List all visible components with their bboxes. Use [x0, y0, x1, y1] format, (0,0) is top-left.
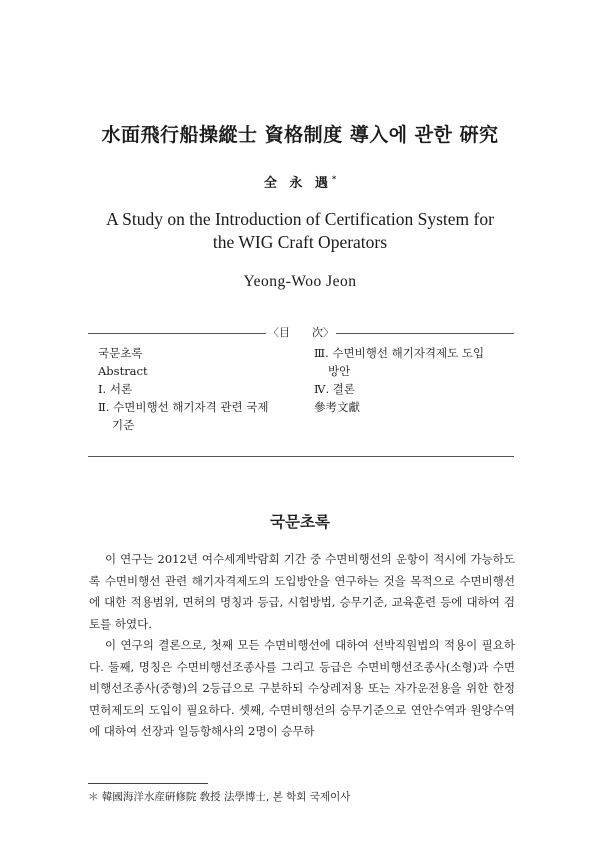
paper-title-korean: 水面飛行船操縱士 資格制度 導入에 관한 硏究 [101, 124, 499, 146]
title-english-line-2: the WIG Craft Operators [212, 232, 388, 252]
section-heading-abstract: 국문초록 [270, 512, 330, 531]
title-english-line-1: A Study on the Introduction of Certification System for [106, 209, 494, 229]
toc-item-international-standards-cont: 기준 [112, 418, 135, 432]
author-name-english: Yeong-Woo Jeon [243, 273, 357, 290]
toc-item-introduction-plan: Ⅲ. 수면비행선 해기자격제도 도입 [314, 346, 485, 360]
toc-item-introduction: Ⅰ. 서론 [98, 382, 133, 396]
toc-item-introduction-plan-cont: 방안 [328, 364, 351, 378]
abstract-paragraph-2: 이 연구의 결론으로, 첫째 모든 수면비행선에 대하여 선박직원법의 적용이 필요하다. 둘째, 명칭은 수면비행선조종사를 그리고 등급은 수면비행선조종사(소형)과 수면비행선조종사(중형)의 2등급으로 구분하되 수상레저용 또는 자가운전용을 위한 한정면허제도의 도입이 필요하다. 셋째, 수면비행선의 승무기준으로 연안수역과 원양수역에 대하여 선장과 일등항해사의 2명이 승무하 [89, 638, 515, 738]
paper-title-english [0, 208, 600, 254]
abstract-body [89, 549, 515, 743]
toc-item-abstract: Abstract [98, 364, 148, 378]
toc-item-international-standards: Ⅱ. 수면비행선 해기자격 관련 국제 [98, 400, 269, 414]
toc-item-references: 參考文獻 [314, 400, 360, 414]
toc-heading [88, 325, 514, 341]
toc-item-abstract-korean: 국문초록 [98, 346, 143, 360]
author-footnote-mark: * [331, 173, 337, 184]
author-footnote: ＊ 韓國海洋水産硏修院 敎授 法學博士, 본 학회 국제이사 [88, 791, 351, 803]
author-name-korean-text: 全 永 遇 [263, 176, 332, 191]
author-name-korean [0, 172, 600, 191]
footnote-divider [88, 783, 208, 784]
table-of-contents [88, 326, 514, 457]
toc-item-conclusion: Ⅳ. 결론 [314, 382, 356, 396]
toc-left-column [98, 344, 328, 434]
abstract-paragraph-1: 이 연구는 2012년 여수세계박람회 기간 중 수면비행선의 운항이 적시에 가능하도록 수면비행선 관련 해기자격제도의 도입방안을 연구하는 것을 목적으로 수면비행선에 대한 적용범위, 면허의 명칭과 등급, 시험방법, 승무기준, 교육훈련 등에 대하여 검토를 하였다. [89, 552, 515, 631]
toc-right-column [314, 344, 514, 416]
toc-heading-text: 〈目 次〉 [268, 326, 334, 339]
